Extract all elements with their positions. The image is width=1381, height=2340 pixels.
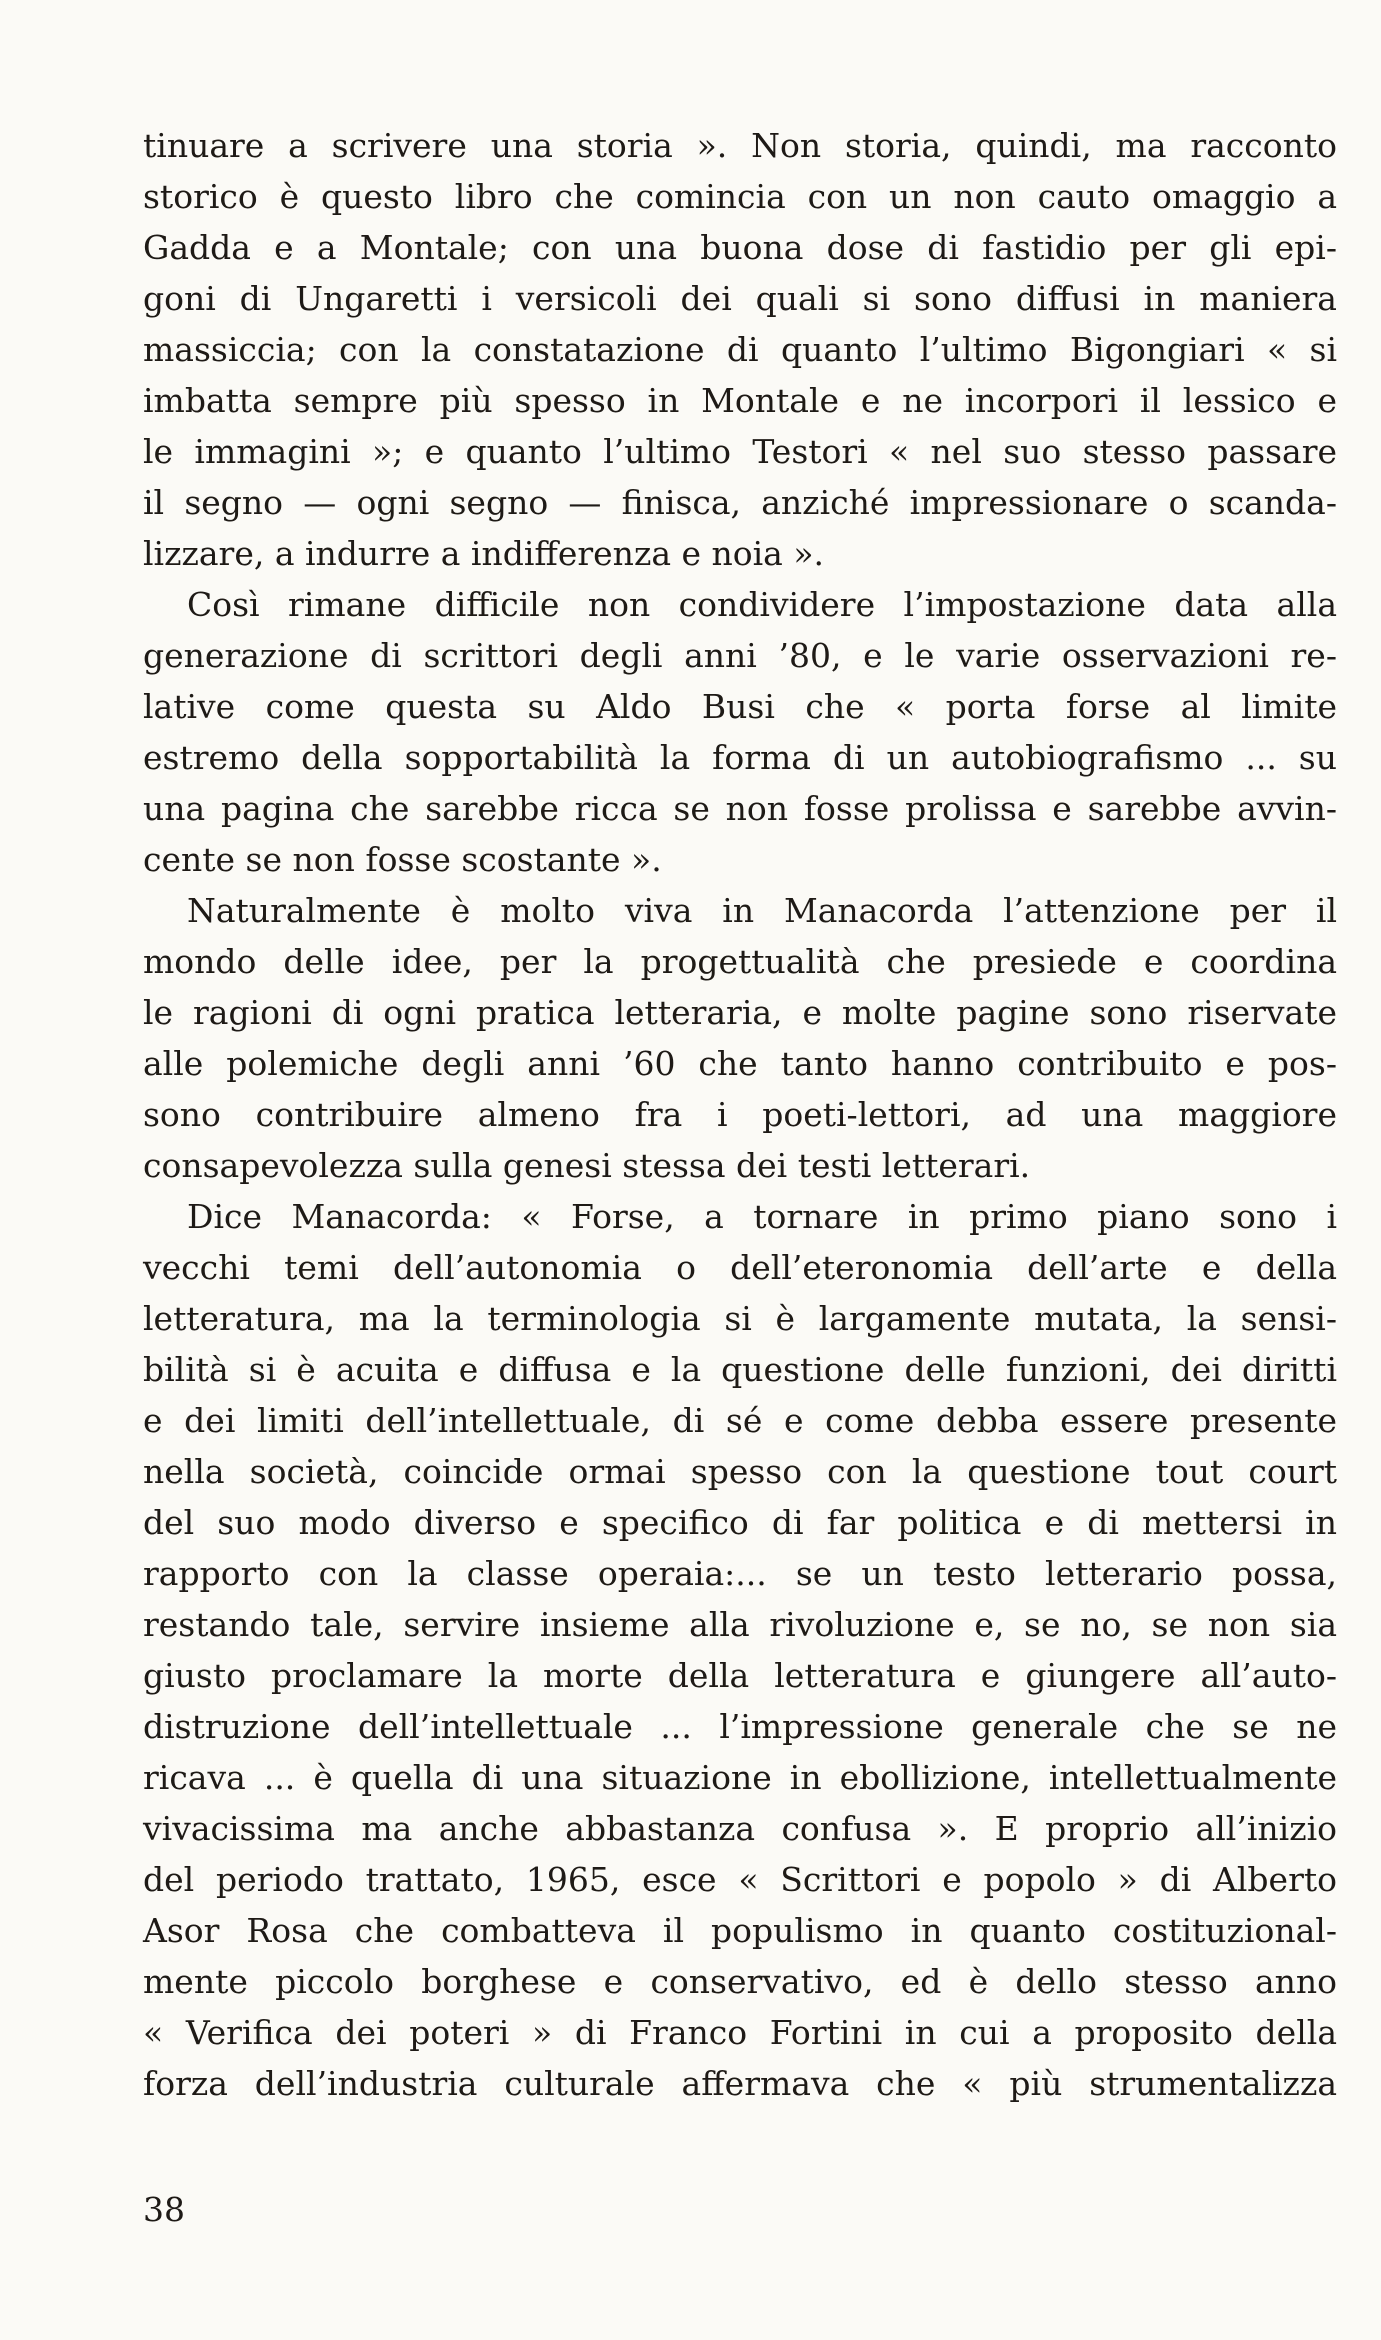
text-line: alle polemiche degli anni ’60 che tanto hanno contribuito e pos- <box>143 1044 1337 1083</box>
paragraph-1 <box>143 120 1337 579</box>
paragraph-3 <box>143 885 1337 1191</box>
text-line: Naturalmente è molto viva in Manacorda l’attenzione per il <box>187 891 1337 930</box>
text-line: tinuare a scrivere una storia ». Non storia, quindi, ma racconto <box>143 126 1337 165</box>
text-line: forza dell’industria culturale affermava che « più strumentalizza <box>143 2064 1337 2103</box>
text-line: le ragioni di ogni pratica letteraria, e molte pagine sono riservate <box>143 993 1337 1032</box>
text-line: le immagini »; e quanto l’ultimo Testori « nel suo stesso passare <box>143 432 1337 471</box>
text-line: vecchi temi dell’autonomia o dell’eteronomia dell’arte e della <box>143 1248 1337 1287</box>
text-line: goni di Ungaretti i versicoli dei quali si sono diffusi in maniera <box>143 279 1337 318</box>
text-line: mente piccolo borghese e conservativo, ed è dello stesso anno <box>143 1962 1337 2001</box>
body-text <box>143 120 1337 2109</box>
text-line: del suo modo diverso e specifico di far politica e di mettersi in <box>143 1503 1337 1542</box>
text-line: « Verifica dei poteri » di Franco Fortini in cui a proposito della <box>143 2013 1337 2052</box>
text-line: sono contribuire almeno fra i poeti-lettori, ad una maggiore <box>143 1095 1337 1134</box>
text-line: mondo delle idee, per la progettualità che presiede e coordina <box>143 942 1337 981</box>
text-line: consapevolezza sulla genesi stessa dei testi letterari. <box>143 1146 1031 1185</box>
text-line: e dei limiti dell’intellettuale, di sé e come debba essere presente <box>143 1401 1337 1440</box>
text-line: cente se non fosse scostante ». <box>143 840 662 879</box>
text-line: restando tale, servire insieme alla rivoluzione e, se no, se non sia <box>143 1605 1337 1644</box>
text-line: il segno — ogni segno — finisca, anziché impressionare o scanda- <box>143 483 1337 522</box>
text-line: generazione di scrittori degli anni ’80, e le varie osservazioni re- <box>143 636 1337 675</box>
text-line: bilità si è acuita e diffusa e la questione delle funzioni, dei diritti <box>143 1350 1337 1389</box>
text-line: ricava ... è quella di una situazione in ebollizione, intellettualmente <box>143 1758 1337 1797</box>
text-line: letteratura, ma la terminologia si è largamente mutata, la sensi- <box>143 1299 1337 1338</box>
text-line: rapporto con la classe operaia:... se un testo letterario possa, <box>143 1554 1337 1593</box>
text-line: imbatta sempre più spesso in Montale e ne incorpori il lessico e <box>143 381 1337 420</box>
text-line: del periodo trattato, 1965, esce « Scrittori e popolo » di Alberto <box>143 1860 1337 1899</box>
text-line: lative come questa su Aldo Busi che « porta forse al limite <box>143 687 1337 726</box>
paragraph-2 <box>143 579 1337 885</box>
text-line: Così rimane difficile non condividere l’impostazione data alla <box>187 585 1337 624</box>
text-line: giusto proclamare la morte della letteratura e giungere all’auto- <box>143 1656 1337 1695</box>
text-line: distruzione dell’intellettuale ... l’impressione generale che se ne <box>143 1707 1337 1746</box>
text-line: estremo della sopportabilità la forma di un autobiografismo ... su <box>143 738 1337 777</box>
text-line: Gadda e a Montale; con una buona dose di fastidio per gli epi- <box>143 228 1337 267</box>
text-line: lizzare, a indurre a indifferenza e noia ». <box>143 534 825 573</box>
text-line: Dice Manacorda: « Forse, a tornare in primo piano sono i <box>187 1197 1337 1236</box>
paragraph-4 <box>143 1191 1337 2109</box>
text-line: massiccia; con la constatazione di quanto l’ultimo Bigongiari « si <box>143 330 1337 369</box>
text-line: una pagina che sarebbe ricca se non fosse prolissa e sarebbe avvin- <box>143 789 1337 828</box>
text-line: nella società, coincide ormai spesso con la questione tout court <box>143 1452 1337 1491</box>
page-number: 38 <box>143 2190 185 2229</box>
text-line: vivacissima ma anche abbastanza confusa ». E proprio all’inizio <box>143 1809 1337 1848</box>
text-line: storico è questo libro che comincia con un non cauto omaggio a <box>143 177 1337 216</box>
text-line: Asor Rosa che combatteva il populismo in quanto costituzional- <box>143 1911 1337 1950</box>
